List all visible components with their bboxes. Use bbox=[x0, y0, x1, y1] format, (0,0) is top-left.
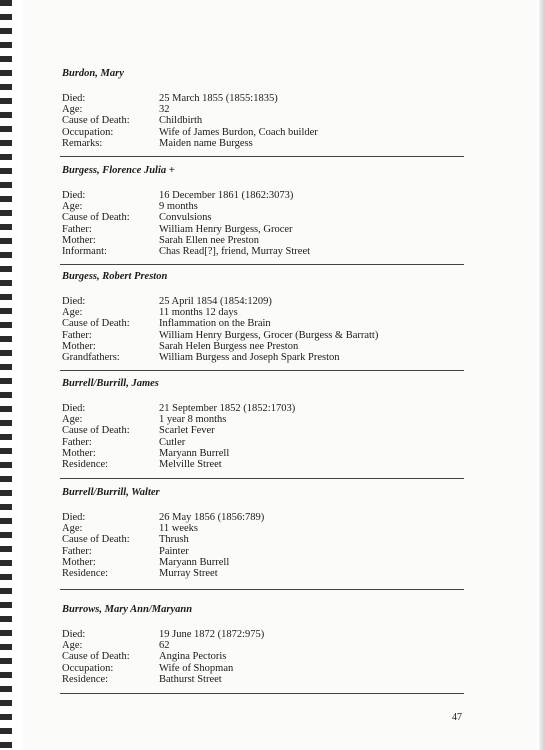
field-value: 21 September 1852 (1852:1703) bbox=[159, 403, 296, 414]
field-value: Sarah Ellen nee Preston bbox=[159, 234, 260, 246]
field-label: Mother: bbox=[62, 340, 96, 352]
field-row bbox=[62, 115, 462, 126]
field-label: Father: bbox=[62, 223, 92, 235]
field-value: 1 year 8 months bbox=[159, 414, 227, 426]
field-value: Thrush bbox=[159, 534, 189, 546]
field-row bbox=[62, 414, 462, 425]
field-value: Bathurst Street bbox=[159, 673, 222, 685]
field-label: Occupation: bbox=[62, 662, 114, 674]
field-label: Residence: bbox=[62, 459, 109, 471]
field-label: Mother: bbox=[62, 556, 96, 568]
field-row bbox=[62, 330, 462, 341]
field-value: Inflammation on the Brain bbox=[159, 318, 271, 330]
field-row bbox=[62, 674, 462, 685]
entry-name: Burgess, Robert Preston bbox=[62, 271, 168, 282]
section-divider bbox=[60, 693, 464, 694]
field-value: Painter bbox=[159, 545, 189, 557]
field-value: Childbirth bbox=[159, 115, 203, 127]
field-row bbox=[62, 201, 462, 212]
field-value: 32 bbox=[159, 104, 170, 116]
field-value: Scarlet Fever bbox=[159, 425, 215, 437]
field-row bbox=[62, 138, 462, 149]
field-label: Cause of Death: bbox=[62, 651, 130, 663]
field-value: 11 months 12 days bbox=[159, 307, 238, 319]
entry-fields bbox=[62, 296, 462, 363]
field-row bbox=[62, 448, 462, 459]
entry-name: Burgess, Florence Julia + bbox=[62, 165, 175, 176]
field-value: William Henry Burgess, Grocer (Burgess & Barratt) bbox=[159, 329, 379, 341]
field-label: Mother: bbox=[62, 447, 96, 459]
field-value: 62 bbox=[159, 640, 170, 652]
field-row bbox=[62, 640, 462, 651]
section-divider bbox=[60, 589, 464, 590]
page-number: 47 bbox=[452, 712, 462, 723]
field-row bbox=[62, 459, 462, 470]
field-label: Father: bbox=[62, 545, 92, 557]
field-label: Died: bbox=[62, 190, 86, 201]
field-label: Informant: bbox=[62, 246, 107, 258]
field-value: Maiden name Burgess bbox=[159, 137, 253, 149]
entry-fields bbox=[62, 512, 462, 579]
page-edge-shadow bbox=[539, 0, 545, 750]
field-label: Cause of Death: bbox=[62, 115, 130, 127]
field-row bbox=[62, 318, 462, 329]
field-value: Maryann Burrell bbox=[159, 556, 230, 568]
field-row bbox=[62, 127, 462, 138]
field-value: Angina Pectoris bbox=[159, 651, 227, 663]
field-row bbox=[62, 557, 462, 568]
entry-burrell-james bbox=[62, 377, 462, 470]
field-label: Age: bbox=[62, 201, 83, 213]
field-value: Wife of James Burdon, Coach builder bbox=[159, 126, 318, 138]
entry-burgess-florence-julia bbox=[62, 164, 462, 257]
section-divider bbox=[60, 264, 464, 265]
field-label: Age: bbox=[62, 307, 83, 319]
field-row bbox=[62, 190, 462, 201]
field-row bbox=[62, 651, 462, 662]
field-row bbox=[62, 534, 462, 545]
field-label: Died: bbox=[62, 296, 86, 307]
field-value: Chas Read[?], friend, Murray Street bbox=[159, 246, 311, 258]
field-label: Age: bbox=[62, 414, 83, 426]
field-label: Cause of Death: bbox=[62, 318, 130, 330]
field-label: Father: bbox=[62, 436, 92, 448]
field-row bbox=[62, 235, 462, 246]
field-value: 9 months bbox=[159, 201, 198, 213]
field-label: Remarks: bbox=[62, 137, 103, 149]
entry-fields bbox=[62, 93, 462, 149]
field-row bbox=[62, 246, 462, 257]
field-row bbox=[62, 224, 462, 235]
field-label: Father: bbox=[62, 329, 92, 341]
field-row bbox=[62, 437, 462, 448]
field-label: Died: bbox=[62, 629, 86, 640]
section-divider bbox=[60, 478, 464, 479]
field-value: Cutler bbox=[159, 436, 186, 448]
field-row bbox=[62, 568, 462, 579]
entry-burdon-mary bbox=[62, 67, 462, 149]
field-label: Age: bbox=[62, 523, 83, 535]
field-row bbox=[62, 296, 462, 307]
field-row bbox=[62, 212, 462, 223]
entry-burrows-mary-ann bbox=[62, 603, 462, 685]
entry-burgess-robert-preston bbox=[62, 270, 462, 363]
field-label: Died: bbox=[62, 403, 86, 414]
entry-name: Burrell/Burrill, James bbox=[62, 378, 159, 389]
field-value: 26 May 1856 (1856:789) bbox=[159, 512, 265, 523]
field-value: Convulsions bbox=[159, 212, 212, 224]
field-row bbox=[62, 546, 462, 557]
field-label: Cause of Death: bbox=[62, 534, 130, 546]
field-label: Cause of Death: bbox=[62, 212, 130, 224]
field-row bbox=[62, 663, 462, 674]
field-value: Wife of Shopman bbox=[159, 662, 234, 674]
entry-name: Burrows, Mary Ann/Maryann bbox=[62, 604, 193, 615]
field-value: 25 March 1855 (1855:1835) bbox=[159, 93, 278, 104]
field-value: 19 June 1872 (1872:975) bbox=[159, 629, 265, 640]
entry-fields bbox=[62, 629, 462, 685]
field-value: William Henry Burgess, Grocer bbox=[159, 223, 293, 235]
field-row bbox=[62, 512, 462, 523]
field-row bbox=[62, 403, 462, 414]
spiral-binding bbox=[0, 0, 12, 750]
field-value: 25 April 1854 (1854:1209) bbox=[159, 296, 272, 307]
section-divider bbox=[60, 370, 464, 371]
field-label: Occupation: bbox=[62, 126, 114, 138]
field-value: Murray Street bbox=[159, 568, 218, 580]
field-value: Maryann Burrell bbox=[159, 447, 230, 459]
field-label: Residence: bbox=[62, 673, 109, 685]
field-row bbox=[62, 104, 462, 115]
field-value: Sarah Helen Burgess nee Preston bbox=[159, 340, 299, 352]
field-row bbox=[62, 523, 462, 534]
entry-fields bbox=[62, 403, 462, 470]
entry-name: Burdon, Mary bbox=[62, 68, 124, 79]
field-value: Melville Street bbox=[159, 459, 222, 471]
field-row bbox=[62, 93, 462, 104]
field-row bbox=[62, 425, 462, 436]
field-label: Died: bbox=[62, 512, 86, 523]
field-label: Residence: bbox=[62, 568, 109, 580]
entry-burrell-walter bbox=[62, 486, 462, 579]
field-label: Age: bbox=[62, 104, 83, 116]
field-row bbox=[62, 629, 462, 640]
field-label: Grandfathers: bbox=[62, 352, 120, 364]
field-value: 11 weeks bbox=[159, 523, 198, 535]
field-label: Cause of Death: bbox=[62, 425, 130, 437]
entry-fields bbox=[62, 190, 462, 257]
field-label: Died: bbox=[62, 93, 86, 104]
section-divider bbox=[60, 156, 464, 157]
field-row bbox=[62, 352, 462, 363]
field-label: Mother: bbox=[62, 234, 96, 246]
field-row bbox=[62, 307, 462, 318]
entry-name: Burrell/Burrill, Walter bbox=[62, 487, 160, 498]
field-value: William Burgess and Joseph Spark Preston bbox=[159, 352, 340, 364]
field-label: Age: bbox=[62, 640, 83, 652]
field-value: 16 December 1861 (1862:3073) bbox=[159, 190, 294, 201]
field-row bbox=[62, 341, 462, 352]
